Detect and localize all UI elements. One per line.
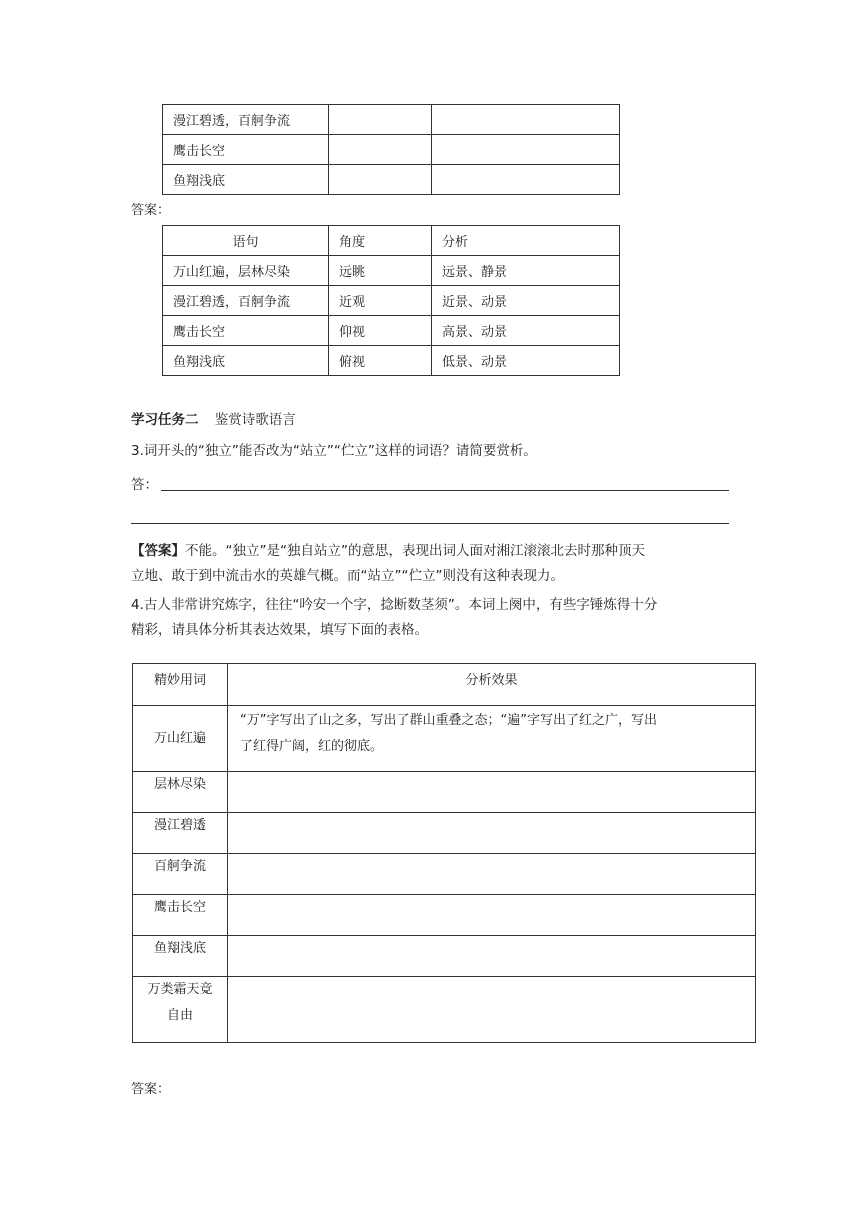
table-continuation bbox=[162, 104, 620, 195]
table-cell bbox=[329, 135, 432, 165]
word-text: 鱼 bbox=[153, 941, 167, 956]
word-analysis-table bbox=[132, 663, 756, 1043]
table-cell: 近观 bbox=[329, 286, 432, 316]
answer-line-2: 立地、敢于到中流击水的英雄气概。而“站立”“伫立”则没有这种表现力。 bbox=[131, 568, 564, 584]
table-cell bbox=[432, 105, 620, 135]
section-heading bbox=[131, 408, 296, 428]
table-row bbox=[133, 895, 756, 936]
word-text: 万类霜天 bbox=[147, 982, 200, 997]
table-row bbox=[163, 105, 620, 135]
table-row bbox=[163, 165, 620, 195]
table-cell: 漫江碧透，百舸争流 bbox=[163, 105, 329, 135]
emphasized-char: 击 · bbox=[167, 900, 180, 915]
question-4 bbox=[131, 593, 751, 643]
analysis-cell bbox=[228, 977, 756, 1043]
word-text: 浅底 bbox=[180, 941, 207, 956]
word-text: 流 bbox=[193, 859, 207, 874]
table-header-row bbox=[133, 664, 756, 706]
table-cell: 鱼翔浅底 bbox=[163, 165, 329, 195]
analysis-cell bbox=[228, 936, 756, 977]
table-cell: 近景、动景 bbox=[432, 286, 620, 316]
word-cell bbox=[133, 706, 228, 772]
table-cell: 鱼翔浅底 bbox=[163, 346, 329, 376]
answer-table bbox=[162, 225, 620, 376]
table-cell bbox=[329, 105, 432, 135]
table-cell: 高景、动景 bbox=[432, 316, 620, 346]
answer-prefix: 答： bbox=[131, 477, 158, 493]
word-cell: 层林尽染 bbox=[133, 772, 228, 813]
header-cell: 分析效果 bbox=[228, 664, 756, 706]
answer-line bbox=[161, 490, 729, 491]
word-text: 长空 bbox=[180, 900, 207, 915]
question-4-line-2: 精彩，请具体分析其表达效果，填写下面的表格。 bbox=[131, 622, 428, 638]
table-cell bbox=[432, 135, 620, 165]
header-cell: 精妙用词 bbox=[133, 664, 228, 706]
emphasized-char: 竞 · bbox=[200, 982, 213, 997]
table-row bbox=[163, 316, 620, 346]
table-cell: 远眺 bbox=[329, 256, 432, 286]
answer-label: 答案： bbox=[131, 203, 171, 218]
word-cell bbox=[133, 854, 228, 895]
table-row bbox=[133, 772, 756, 813]
question-3: 3.词开头的“独立”能否改为“站立”“伫立”这样的词语？请简要赏析。 bbox=[131, 443, 537, 459]
table-row bbox=[163, 286, 620, 316]
answer-line bbox=[131, 523, 729, 524]
emphasized-char: 争 · bbox=[180, 859, 193, 874]
table-cell: 远景、静景 bbox=[432, 256, 620, 286]
word-text: 万山红 bbox=[153, 730, 193, 746]
answer-label: 答案： bbox=[131, 1082, 171, 1097]
table-row bbox=[163, 256, 620, 286]
analysis-line-2: 了红得广阔，红的彻底。 bbox=[240, 739, 384, 754]
table-row bbox=[133, 813, 756, 854]
table-cell: 低景、动景 bbox=[432, 346, 620, 376]
answer-3 bbox=[131, 539, 751, 589]
table-cell bbox=[432, 165, 620, 195]
analysis-cell bbox=[228, 854, 756, 895]
word-cell bbox=[133, 936, 228, 977]
table-cell: 鹰击长空 bbox=[163, 135, 329, 165]
table-header-row bbox=[163, 226, 620, 256]
answer-text: 不能。“独立”是“独自站立”的意思，表现出词人面对湘江滚滚北去时那种顶天 bbox=[185, 543, 645, 559]
section-title: 鉴赏诗歌语言 bbox=[214, 412, 296, 428]
header-cell: 分析 bbox=[432, 226, 620, 256]
word-cell bbox=[133, 813, 228, 854]
section-label: 学习任务二 bbox=[131, 412, 199, 428]
table-row bbox=[163, 346, 620, 376]
table-cell bbox=[329, 165, 432, 195]
word-cell bbox=[133, 977, 228, 1043]
table-cell: 俯视 bbox=[329, 346, 432, 376]
answer-tag: 【答案】 bbox=[131, 543, 185, 559]
word-text: 百舸 bbox=[153, 859, 180, 874]
table-row bbox=[163, 135, 620, 165]
emphasized-char: 翔 · bbox=[167, 941, 180, 956]
question-4-line-1: 4.古人非常讲究炼字，往往“吟安一个字，捻断数茎须”。本词上阕中，有些字锤炼得十分 bbox=[131, 597, 658, 613]
table-cell: 漫江碧透，百舸争流 bbox=[163, 286, 329, 316]
analysis-cell bbox=[228, 706, 756, 772]
analysis-line-1: “万”字写出了山之多，写出了群山重叠之态；“遍”字写出了红之广，写出 bbox=[240, 713, 657, 728]
table-row bbox=[133, 854, 756, 895]
word-text: 鹰 bbox=[153, 900, 167, 915]
table-row bbox=[133, 706, 756, 772]
header-cell: 角度 bbox=[329, 226, 432, 256]
answer-line-1 bbox=[131, 539, 751, 564]
analysis-cell bbox=[228, 813, 756, 854]
analysis-cell bbox=[228, 772, 756, 813]
table-cell: 万山红遍，层林尽染 bbox=[163, 256, 329, 286]
table-cell: 鹰击长空 bbox=[163, 316, 329, 346]
table-row bbox=[133, 936, 756, 977]
table-cell: 仰视 bbox=[329, 316, 432, 346]
table-row bbox=[133, 977, 756, 1043]
emphasized-char: 遍 · bbox=[193, 731, 206, 746]
header-cell: 语句 bbox=[163, 226, 329, 256]
emphasized-char: 透 · bbox=[193, 818, 206, 833]
word-cell bbox=[133, 895, 228, 936]
word-text: 漫江碧 bbox=[153, 818, 193, 833]
word-text: 自由 bbox=[166, 1008, 193, 1023]
analysis-cell bbox=[228, 895, 756, 936]
